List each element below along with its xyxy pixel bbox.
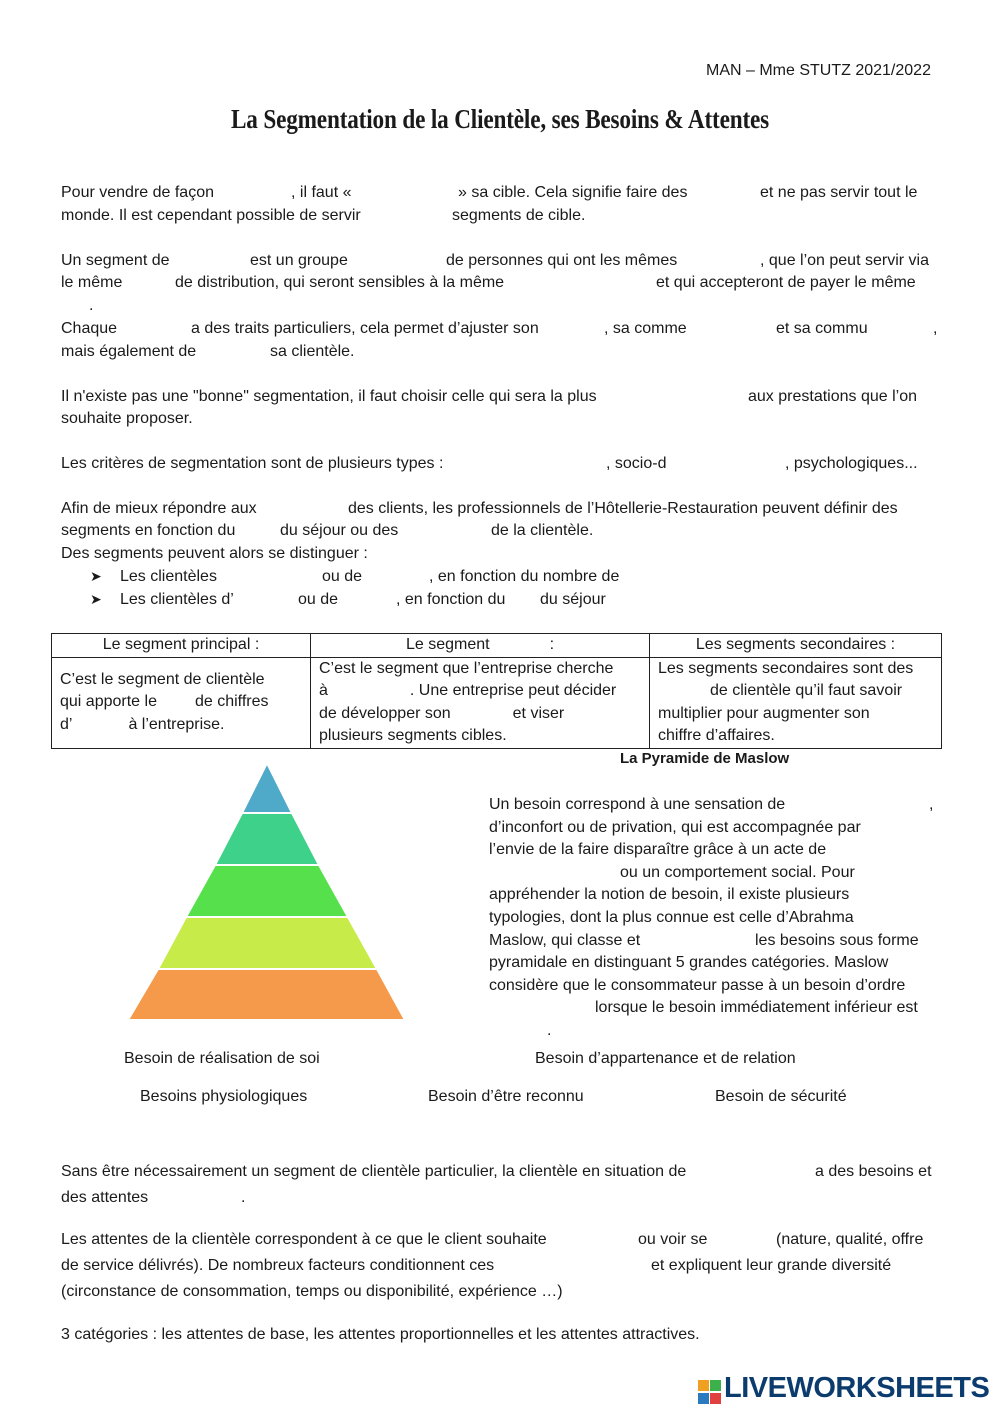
table-header: Le segment principal : <box>52 634 311 658</box>
text-line: Afin de mieux répondre aux des clients, les professionnels de l’Hôtellerie-Restauration peuvent définir des <box>61 500 898 517</box>
text-line: Un segment de est un groupe de personnes qui ont les mêmes , que l’on peut servir via <box>61 252 929 269</box>
text-line: Les critères de segmentation sont de plusieurs types : , socio-d , psychologiques... <box>61 455 918 472</box>
table-header: Le segment : <box>311 634 650 658</box>
label-appartenance[interactable]: Besoin d’appartenance et de relation <box>535 1050 796 1067</box>
text-line: Pour vendre de façon , il faut « » sa cible. Cela signifie faire des et ne pas servir tout le <box>61 184 918 201</box>
text-line: . <box>89 297 94 314</box>
text-line: de service délivrés). De nombreux facteurs conditionnent ces et expliquent leur grande diversité <box>61 1257 892 1274</box>
arrow-bullet-icon: ➤ <box>90 568 102 584</box>
author-line: MAN – Mme STUTZ 2021/2022 <box>706 62 931 79</box>
page-title: La Segmentation de la Clientèle, ses Besoins & Attentes <box>230 104 770 134</box>
label-realisation[interactable]: Besoin de réalisation de soi <box>124 1050 320 1067</box>
text-line: Les attentes de la clientèle correspondent à ce que le client souhaite ou voir se (nature, qualité, offre <box>61 1231 924 1248</box>
text-line: Des segments peuvent alors se distinguer : <box>61 545 368 562</box>
text-line: 3 catégories : les attentes de base, les attentes proportionnelles et les attentes attractives. <box>61 1326 700 1343</box>
text-line: monde. Il est cependant possible de servir segments de cible. <box>61 207 586 224</box>
table-cell: C’est le segment de clientèle qui apporte le de chiffres d’ à l’entreprise. <box>52 657 311 748</box>
liveworksheets-logo-icon <box>698 1377 722 1409</box>
text-line: Sans être nécessairement un segment de clientèle particulier, la clientèle en situation de a des besoins et <box>61 1163 932 1180</box>
segments-table <box>51 633 942 749</box>
maslow-title: La Pyramide de Maslow <box>620 750 790 767</box>
pyramid-level-1 <box>242 763 292 813</box>
maslow-paragraph: Un besoin correspond à une sensation de , d’inconfort ou de privation, qui est accompagnée par l’envie de la faire disparaître grâce à un acte de ou un comportement social. Pour appréhender la notion de besoin, il existe plusieurs typologies, dont la plus connue est celle d’Abrahma Maslow, qui classe et les besoins sous forme pyramidale en distinguant 5 grandes catégories. Maslow considère que le consommateur passe à un besoin d’ordre lorsque le besoin immédiatement inférieur est . <box>489 796 934 1039</box>
label-securite[interactable]: Besoin de sécurité <box>715 1088 847 1105</box>
text-line: Chaque a des traits particuliers, cela permet d’ajuster son , sa comme et sa commu , <box>61 320 938 337</box>
table-cell: C’est le segment que l’entreprise cherche à . Une entreprise peut décider de développer son et viser plusieurs segments cibles. <box>311 657 650 748</box>
label-physiologiques[interactable]: Besoins physiologiques <box>140 1088 308 1105</box>
text-line: (circonstance de consommation, temps ou disponibilité, expérience …) <box>61 1283 563 1300</box>
text-line: Il n'existe pas une "bonne" segmentation, il faut choisir celle qui sera la plus aux prestations que l’on <box>61 388 917 405</box>
bullet-item: Les clientèles ou de , en fonction du nombre de <box>120 568 620 585</box>
maslow-pyramid <box>120 760 412 1024</box>
text-line: mais également de sa clientèle. <box>61 343 355 360</box>
table-cell: Les segments secondaires sont des de clientèle qu’il faut savoir multiplier pour augmenter son chiffre d’affaires. <box>650 657 942 748</box>
label-reconnu[interactable]: Besoin d’être reconnu <box>428 1088 584 1105</box>
arrow-bullet-icon: ➤ <box>90 591 102 607</box>
pyramid-level-5 <box>128 969 405 1020</box>
text-line: souhaite proposer. <box>61 410 193 427</box>
liveworksheets-brand[interactable]: LIVEWORKSHEETS <box>724 1372 990 1404</box>
pyramid-level-4 <box>158 917 377 969</box>
pyramid-level-3 <box>186 865 348 917</box>
pyramid-level-2 <box>215 813 319 865</box>
text-line: segments en fonction du du séjour ou des de la clientèle. <box>61 522 594 539</box>
table-header: Les segments secondaires : <box>650 634 942 658</box>
text-line: le même de distribution, qui seront sensibles à la même et qui accepteront de payer le même <box>61 274 916 291</box>
text-line: des attentes . <box>61 1189 246 1206</box>
bullet-item: Les clientèles d’ ou de , en fonction du du séjour <box>120 591 606 608</box>
